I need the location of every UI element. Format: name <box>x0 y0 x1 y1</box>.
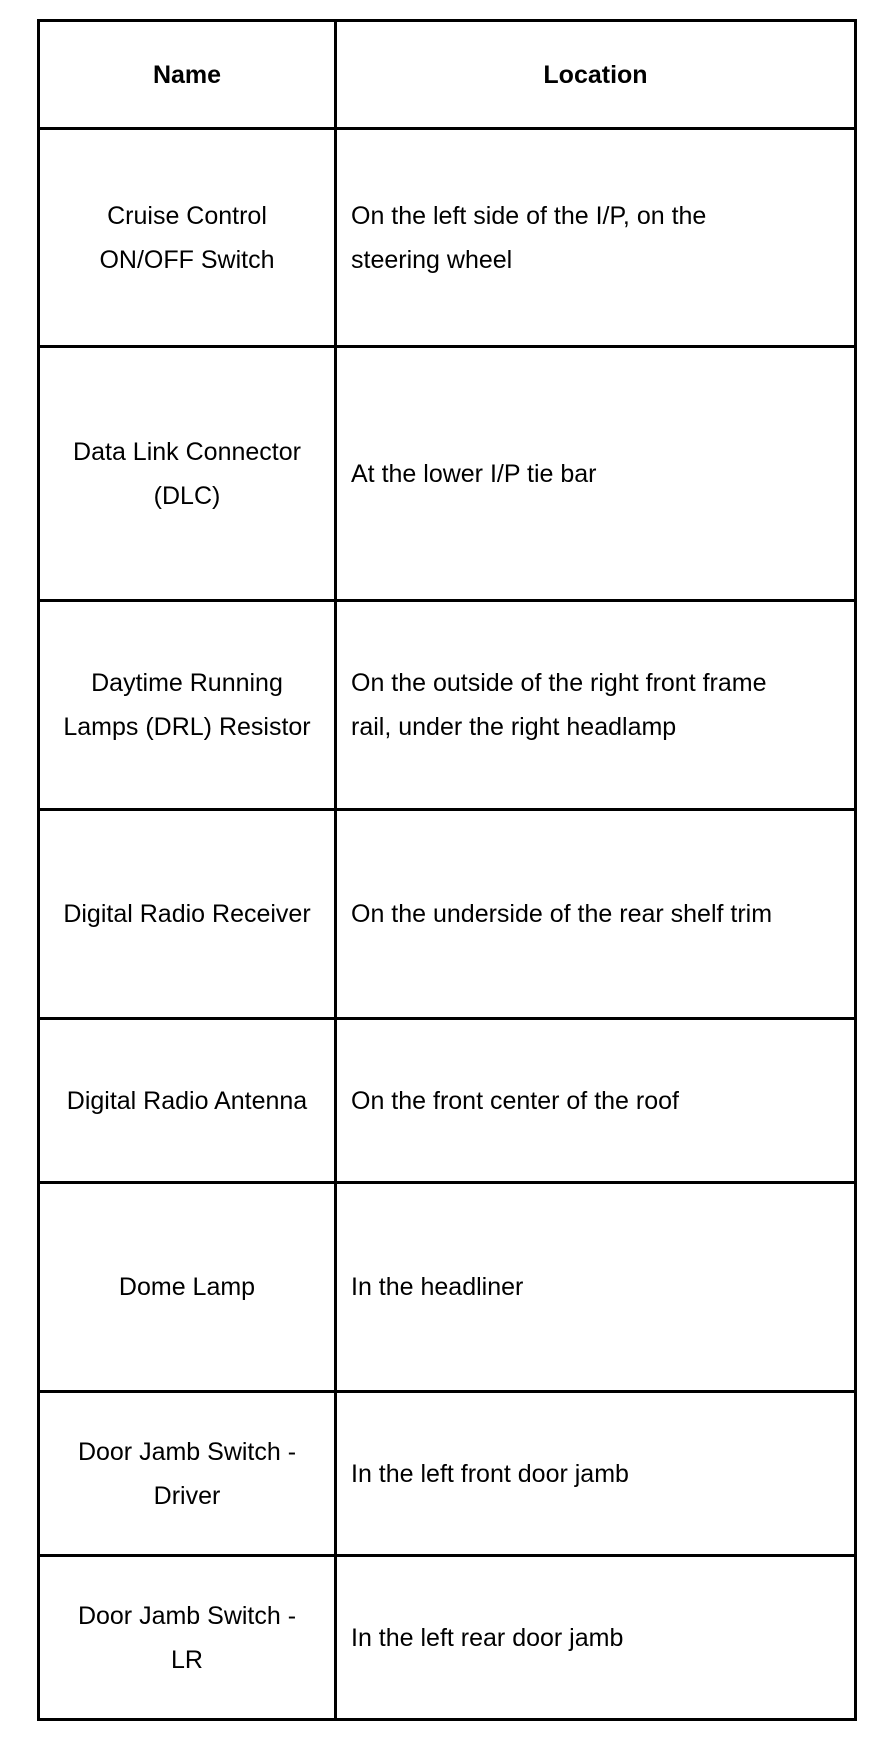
row-location-cell: In the left rear door jamb <box>336 1556 856 1720</box>
row-name-cell: Daytime Running Lamps (DRL) Resistor <box>39 601 336 810</box>
component-location-table <box>37 19 857 1721</box>
row-location-cell: In the left front door jamb <box>336 1392 856 1556</box>
row-location-cell: On the outside of the right front frame rail, under the right headlamp <box>336 601 856 810</box>
table-row <box>39 1556 856 1720</box>
row-location-cell: At the lower I/P tie bar <box>336 347 856 601</box>
row-location-cell: On the left side of the I/P, on the steering wheel <box>336 129 856 347</box>
row-name-cell: Door Jamb Switch - Driver <box>39 1392 336 1556</box>
header-row <box>39 21 856 129</box>
row-name-cell: Data Link Connector (DLC) <box>39 347 336 601</box>
row-name-cell: Dome Lamp <box>39 1183 336 1392</box>
row-location-cell: On the front center of the roof <box>336 1019 856 1183</box>
table-row <box>39 1019 856 1183</box>
table-row <box>39 810 856 1019</box>
row-name-cell: Digital Radio Receiver <box>39 810 336 1019</box>
row-location-cell: On the underside of the rear shelf trim <box>336 810 856 1019</box>
table-row <box>39 129 856 347</box>
header-location: Location <box>336 21 856 129</box>
row-name-cell: Door Jamb Switch - LR <box>39 1556 336 1720</box>
table-row <box>39 1392 856 1556</box>
table-row <box>39 1183 856 1392</box>
row-name-cell: Digital Radio Antenna <box>39 1019 336 1183</box>
row-location-cell: In the headliner <box>336 1183 856 1392</box>
table-row <box>39 347 856 601</box>
row-name-cell: Cruise Control ON/OFF Switch <box>39 129 336 347</box>
table-row <box>39 601 856 810</box>
header-name: Name <box>39 21 336 129</box>
